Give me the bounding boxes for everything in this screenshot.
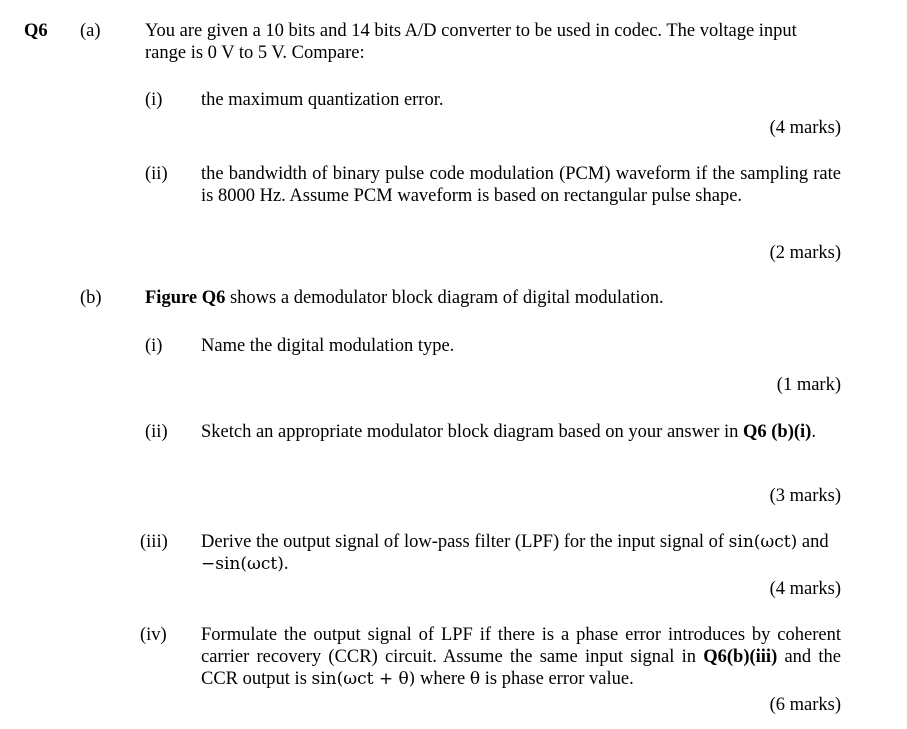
math-expression: sin(ωct) bbox=[728, 532, 798, 552]
question-number: Q6 bbox=[24, 21, 48, 41]
part-b-ii-text: Sketch an appropriate modulator block diagram based on your answer in Q6 (b)(i). bbox=[201, 422, 816, 442]
part-a-label: (a) bbox=[80, 21, 101, 41]
part-a-ii-label: (ii) bbox=[145, 164, 168, 184]
figure-ref: Figure Q6 bbox=[145, 288, 226, 308]
part-b-iii-text: Derive the output signal of low-pass filter (LPF) for the input signal of sin(ωct) and −sin(ωct). bbox=[201, 532, 829, 574]
math-expression: −sin(ωct) bbox=[201, 554, 284, 574]
question-ref: Q6(b)(iii) bbox=[703, 647, 778, 667]
part-b-ii-marks: (3 marks) bbox=[769, 486, 841, 506]
part-b-i-label: (i) bbox=[145, 336, 163, 356]
part-b-i-marks: (1 mark) bbox=[776, 375, 841, 395]
part-b-i-text: Name the digital modulation type. bbox=[201, 336, 455, 356]
part-b-intro-text: shows a demodulator block diagram of digital modulation. bbox=[225, 288, 664, 308]
part-b-iv-text: Formulate the output signal of LPF if there is a phase error introduces by coherent carrier recovery (CCR) circuit. Assume the same input signal in Q6(b)(iii) and the CCR output is sin(ωct + θ) where θ is phase error value. bbox=[201, 625, 841, 689]
part-a-i-label: (i) bbox=[145, 90, 163, 110]
part-b-iii-marks: (4 marks) bbox=[769, 579, 841, 599]
part-b-label: (b) bbox=[80, 288, 102, 308]
part-b-iv-label: (iv) bbox=[140, 625, 167, 645]
math-expression: sin(ωct + θ) bbox=[311, 669, 416, 689]
part-a-ii-text: the bandwidth of binary pulse code modulation (PCM) waveform if the sampling rate is 8000 Hz. Assume PCM waveform is based on rectangular pulse shape. bbox=[201, 164, 841, 206]
question-ref: Q6 (b)(i) bbox=[743, 422, 812, 442]
part-b-ii-label: (ii) bbox=[145, 422, 168, 442]
math-symbol: θ bbox=[469, 669, 481, 689]
part-a-i-text: the maximum quantization error. bbox=[201, 90, 444, 110]
part-a-i-marks: (4 marks) bbox=[769, 118, 841, 138]
part-b-iii-label: (iii) bbox=[140, 532, 168, 552]
part-b-iv-marks: (6 marks) bbox=[769, 695, 841, 715]
part-a-intro: You are given a 10 bits and 14 bits A/D converter to be used in codec. The voltage input range is 0 V to 5 V. Compare: bbox=[145, 21, 797, 63]
part-a-ii-marks: (2 marks) bbox=[769, 243, 841, 263]
part-b-intro bbox=[145, 287, 841, 309]
